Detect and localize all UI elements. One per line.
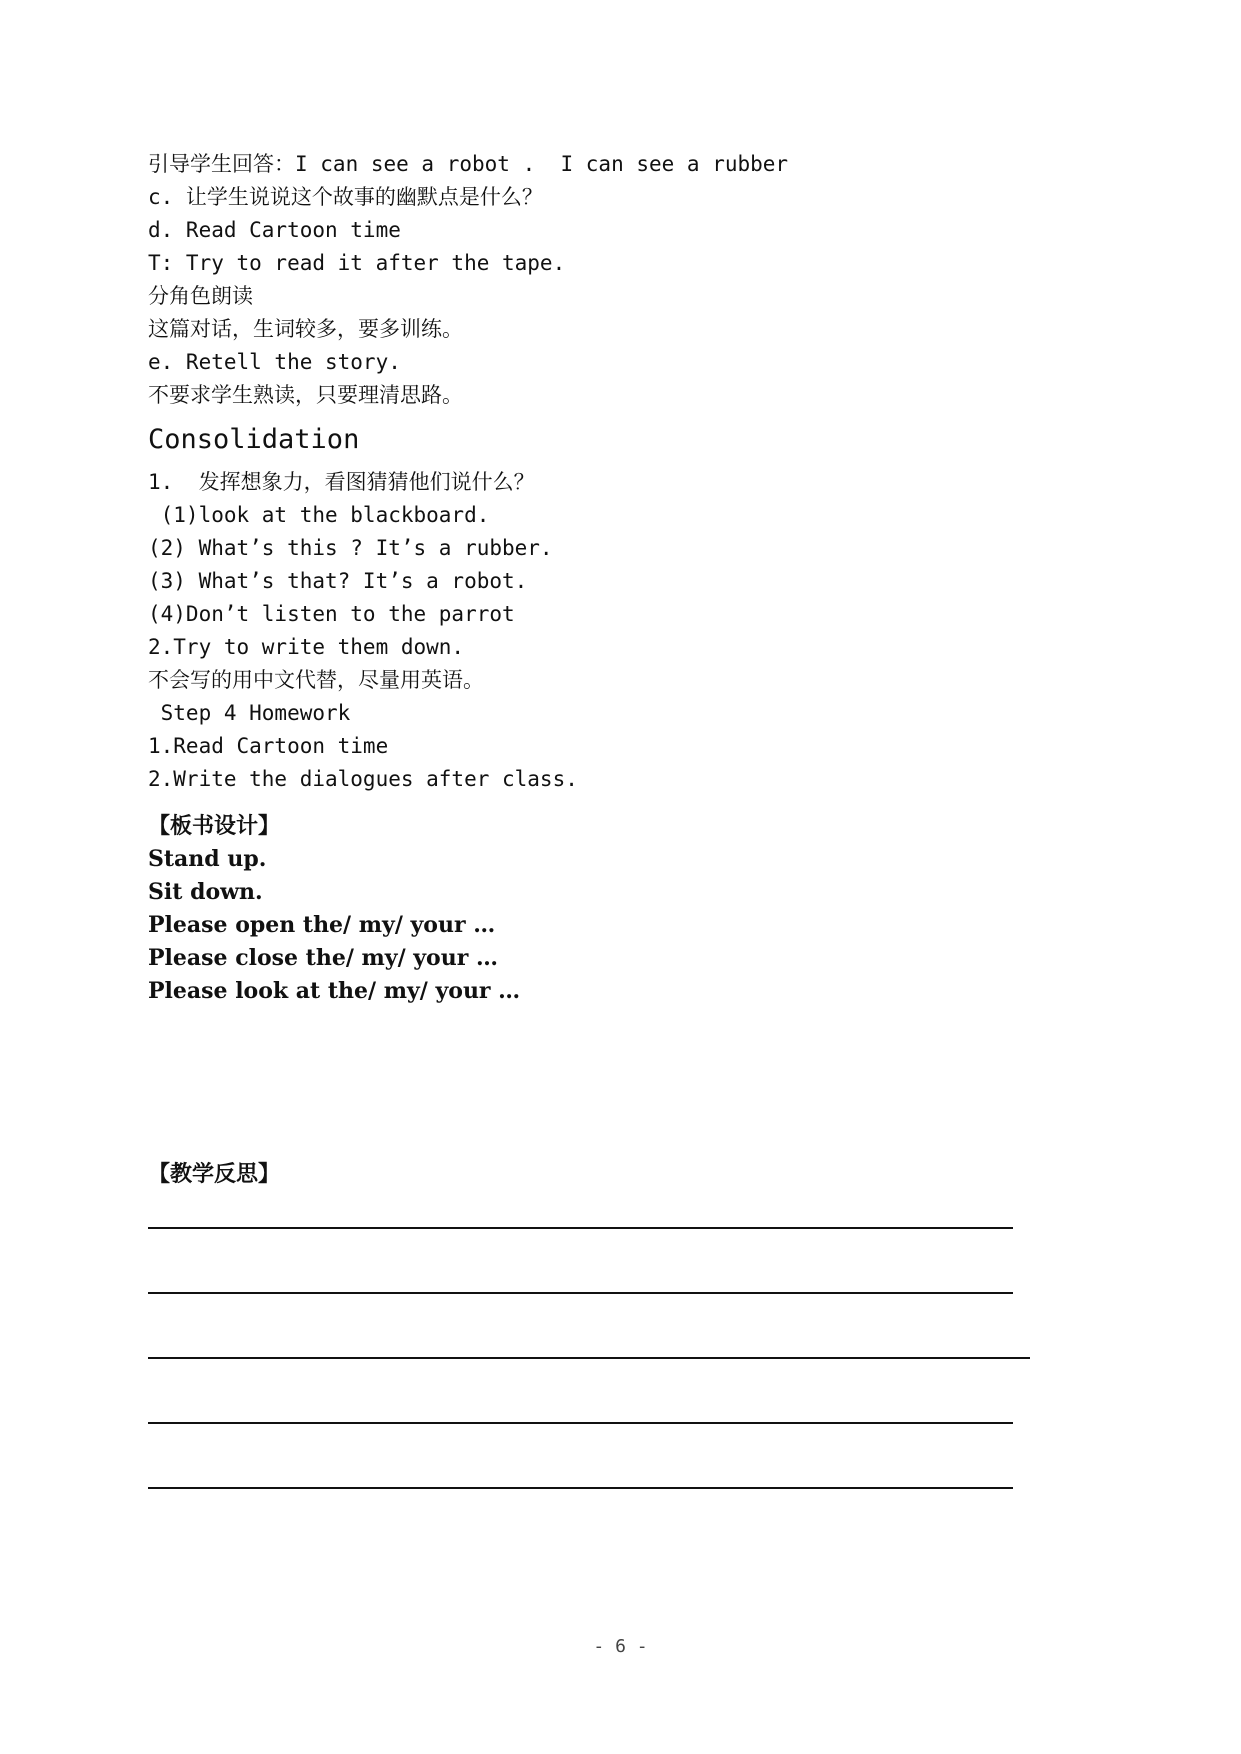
intro-line: 引导学生回答：I can see a robot . I can see a rubber: [148, 152, 789, 176]
consolidation-line: 不会写的用中文代替，尽量用英语。: [148, 668, 484, 692]
board-design-line: Sit down.: [148, 879, 263, 905]
intro-line: 分角色朗读: [148, 284, 253, 308]
writing-line: [148, 1227, 1013, 1229]
reflection-title: 【教学反思】: [148, 1162, 281, 1187]
intro-line: d. Read Cartoon time: [148, 218, 401, 242]
intro-section: [148, 148, 1048, 412]
spacer: [148, 1008, 1048, 1158]
spacer: [148, 796, 1048, 810]
writing-line: [148, 1357, 1030, 1359]
page-content: [148, 148, 1048, 1552]
intro-line: T: Try to read it after the tape.: [148, 251, 566, 275]
reflection-writing-lines: [148, 1227, 1048, 1489]
board-design-section: [148, 810, 1048, 1008]
consolidation-line: 1. 发挥想象力，看图猜猜他们说什么？: [148, 470, 535, 494]
intro-line: c. 让学生说说这个故事的幽默点是什么？: [148, 185, 543, 209]
consolidation-line: (1)look at the blackboard.: [148, 503, 490, 527]
page-number: - 6 -: [593, 1636, 648, 1657]
intro-line: 不要求学生熟读，只要理清思路。: [148, 383, 463, 407]
writing-line: [148, 1422, 1013, 1424]
intro-line: 这篇对话，生词较多，要多训练。: [148, 317, 463, 341]
consolidation-line: 2.Try to write them down.: [148, 635, 465, 659]
consolidation-line: Step 4 Homework: [148, 701, 351, 725]
board-design-line: Please look at the/ my/ your …: [148, 978, 521, 1004]
consolidation-section: [148, 420, 1048, 796]
board-design-line: Stand up.: [148, 846, 267, 872]
board-design-line: Please open the/ my/ your …: [148, 912, 496, 938]
board-design-title: 【板书设计】: [148, 814, 281, 839]
consolidation-line: 2.Write the dialogues after class.: [148, 767, 578, 791]
intro-line: e. Retell the story.: [148, 350, 401, 374]
reflection-section: [148, 1158, 1048, 1489]
writing-line: [148, 1292, 1013, 1294]
consolidation-line: (4)Don’t listen to the parrot: [148, 602, 515, 626]
consolidation-line: (2) What’s this ? It’s a rubber.: [148, 536, 553, 560]
consolidation-line: (3) What’s that? It’s a robot.: [148, 569, 528, 593]
consolidation-line: 1.Read Cartoon time: [148, 734, 389, 758]
writing-line: [148, 1487, 1013, 1489]
board-design-line: Please close the/ my/ your …: [148, 945, 498, 971]
consolidation-heading: Consolidation: [148, 424, 360, 455]
